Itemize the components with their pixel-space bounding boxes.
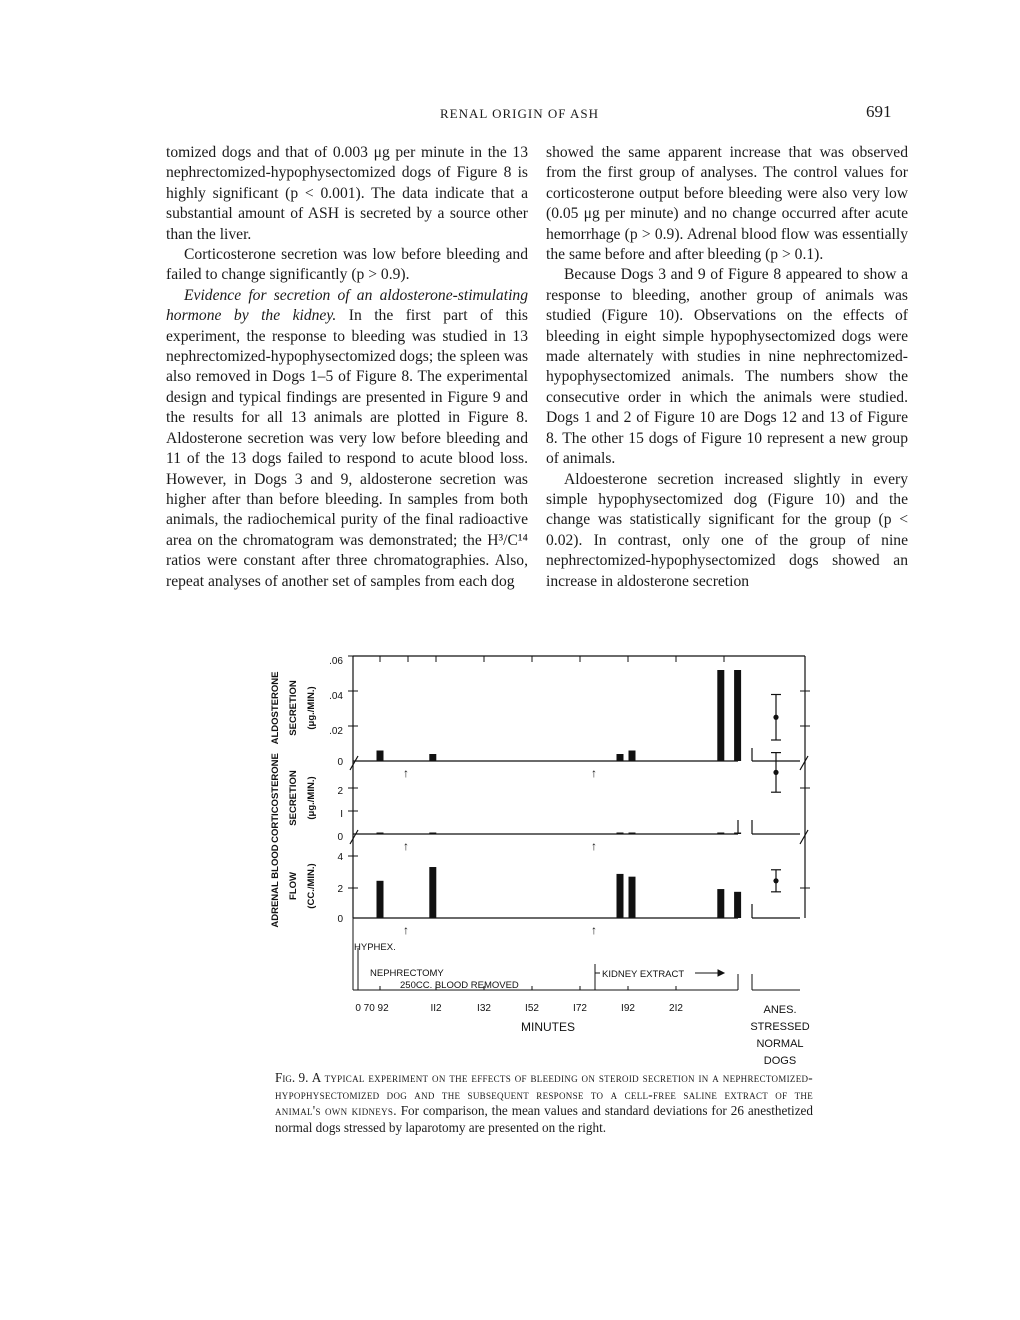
x-tick-labels [355, 1003, 683, 1014]
page-number: 691 [866, 102, 892, 121]
bar-blood-flow-0 [377, 881, 384, 918]
y-tick-label: 2 [337, 884, 343, 895]
paragraph: Corticosterone secretion was low before bleeding and failed to change significantly (p > 0.9). [166, 246, 528, 284]
x-tick-label: 0 70 92 [355, 1003, 389, 1014]
x-tick-label: I32 [477, 1003, 491, 1014]
bar-aldosterone-4 [717, 670, 724, 761]
bar-corticosterone-4 [717, 833, 724, 835]
paragraph [166, 286, 528, 592]
paragraph-body: In the first part of this experiment, the response to bleeding was studied in 13 nephrectomized-hypophysectomized dogs; the spleen was also removed in Dogs 1–5 of Figure 8. The experimental design and typical findings are presented in Figure 9 and the results for all 13 animals are plotted in Figure 8. Aldosterone secretion was very low before bleeding and 11 of the 13 dogs failed to respond to acute blood loss. However, in Dogs 3 and 9, aldosterone secretion was higher after than before bleeding. In samples from both animals, the radiochemical purity of the final radioactive area on the chromatogram was demonstrated; the H³/C¹⁴ ratios were constant after three chromatographies. Also, repeat analyses of another set of samples from each dog [166, 307, 529, 590]
ref-mean-dot-aldosterone [773, 715, 778, 720]
top-minute-ticks [380, 656, 724, 662]
x-tick-label: I52 [525, 1003, 539, 1014]
y-tick-label: I [340, 809, 343, 820]
bar-blood-flow-3 [629, 877, 636, 918]
y-tick-label: 2 [337, 786, 343, 797]
bar-blood-flow-4 [717, 889, 724, 918]
bleed-arrow-icon: ↑ [403, 839, 409, 853]
panel-label-blood-flow [270, 844, 317, 927]
bar-aldosterone-2 [617, 754, 624, 761]
x-axis-title: MINUTES [521, 1020, 575, 1034]
y-tick-label: 0 [337, 832, 343, 843]
bar-aldosterone-3 [629, 751, 636, 762]
reference-group-label [750, 1004, 809, 1067]
bleed-arrow-icon: ↑ [591, 766, 597, 780]
ref-mean-dot-blood_flow [773, 878, 778, 883]
figure-9-chart [240, 648, 840, 1068]
y-tick-label: .06 [329, 656, 343, 667]
bar-corticosterone-2 [617, 833, 624, 835]
hyphex-label: HYPHEX. [354, 942, 396, 953]
cort-label-line2: SECRETION [288, 770, 299, 826]
nephrectomy-label: NEPHRECTOMY [370, 968, 444, 979]
flow-label-line2: FLOW [288, 872, 299, 900]
event-labels [354, 942, 684, 991]
right-text-column [546, 143, 908, 592]
bar-corticosterone-1 [429, 833, 436, 835]
bleed-arrow-icon: ↑ [403, 923, 409, 937]
bar-blood-flow-1 [429, 867, 436, 918]
bar-blood-flow-2 [617, 874, 624, 918]
kidney-extract-label: KIDNEY EXTRACT [602, 969, 685, 980]
y-tick-label: 0 [337, 757, 343, 768]
bleed-arrow-icon: ↑ [403, 766, 409, 780]
bleed-arrow-icon: ↑ [591, 839, 597, 853]
x-tick-label: 2I2 [669, 1003, 683, 1014]
bar-corticosterone-3 [629, 833, 636, 835]
figure-caption [275, 1070, 813, 1136]
x-tick-label: II2 [430, 1003, 442, 1014]
paragraph: tomized dogs and that of 0.003 μg per minute in the 13 nephrectomized-hypophysectomized dogs of Figure 8 is highly significant (p < 0.001). The data indicate that a substantial amount of ASH is secreted by a source other than the liver. [166, 144, 528, 243]
ref-label-line1: ANES. [763, 1004, 797, 1016]
caption-label: Fig. 9. [275, 1070, 309, 1085]
section-run-in-heading: Evidence for secretion of an aldosterone-stimulating hormone by the kidney. [166, 286, 528, 325]
bar-aldosterone-1 [429, 754, 436, 761]
paragraph: showed the same apparent increase that was observed from the first group of analyses. The control values for corticosterone output before bleeding were also very low (0.05 μg per minute) and no change occurred after acute hemorrhage (p > 0.9). Adrenal blood flow was essentially the same before and after bleeding (p > 0.1). [546, 144, 908, 264]
chart-bars [377, 670, 742, 918]
ref-label-line3: NORMAL [756, 1038, 804, 1050]
cort-label-line1: CORTICOSTERONE [270, 753, 281, 843]
aldo-label-line3: (μg./MIN.) [306, 686, 317, 730]
paragraph: Because Dogs 3 and 9 of Figure 8 appeared to show a response to bleeding, another group of animals was studied (Figure 10). Observations on the effects of bleeding in eight simple hypophysectomized dogs were made alternately with studies in nine nephrectomized-hypophysectomized animals. The numbers show the consecutive order in which the animals were studied. Dogs 1 and 2 of Figure 10 are Dogs 12 and 13 of Figure 8. The other 15 dogs of Figure 10 represent a new group of animals. [546, 266, 908, 468]
y-tick-label: .04 [329, 691, 343, 702]
caption-small-caps: A typical experiment on the effects of bleeding on steroid secretion in a nephrectomized-hypophysectomized dog and the subsequent response to a cell-free saline extract of the animal's own kidneys. [275, 1070, 813, 1118]
bar-blood-flow-5 [734, 892, 741, 918]
bar-corticosterone-5 [734, 833, 741, 835]
panel-label-aldosterone [270, 672, 317, 745]
reference-markers [771, 695, 781, 892]
flow-label-line1: ADRENAL BLOOD [270, 844, 281, 928]
y-tick-label: 4 [337, 852, 343, 863]
bar-aldosterone-5 [734, 670, 741, 761]
bar-corticosterone-0 [377, 833, 384, 835]
panel-label-corticosterone [270, 753, 317, 843]
ref-label-line2: STRESSED [750, 1021, 810, 1033]
aldo-label-line1: ALDOSTERONE [270, 671, 281, 745]
blood-removed-label: 250CC. BLOOD REMOVED [400, 980, 519, 991]
running-head: RENAL ORIGIN OF ASH [440, 106, 599, 121]
bleed-arrow-icon: ↑ [591, 923, 597, 937]
paragraph: Aldoesterone secretion increased slightly in every simple hypophysectomized dog (Figure 10) and the change was statistically significant for the group (p < 0.02). In contrast, only one of the group of nine nephrectomized-hypophysectomized dogs showed an increase in aldosterone secretion [546, 470, 908, 590]
y-tick-label: 0 [337, 914, 343, 925]
bar-aldosterone-0 [377, 751, 384, 762]
caption-body: For comparison, the mean values and standard deviations for 26 anesthetized normal dogs stressed by laparotomy are presented on the right. [275, 1103, 813, 1135]
x-tick-label: I72 [573, 1003, 587, 1014]
left-text-column [166, 143, 528, 592]
y-tick-label: .02 [329, 726, 343, 737]
y-tick-labels [329, 656, 343, 925]
cort-label-line3: (μg./MIN.) [306, 776, 317, 820]
ref-label-line4: DOGS [763, 1055, 797, 1067]
x-tick-label: I92 [621, 1003, 635, 1014]
flow-label-line3: (CC./MIN.) [306, 863, 317, 909]
ref-mean-dot-corticosterone [773, 770, 778, 775]
aldo-label-line2: SECRETION [288, 680, 299, 736]
